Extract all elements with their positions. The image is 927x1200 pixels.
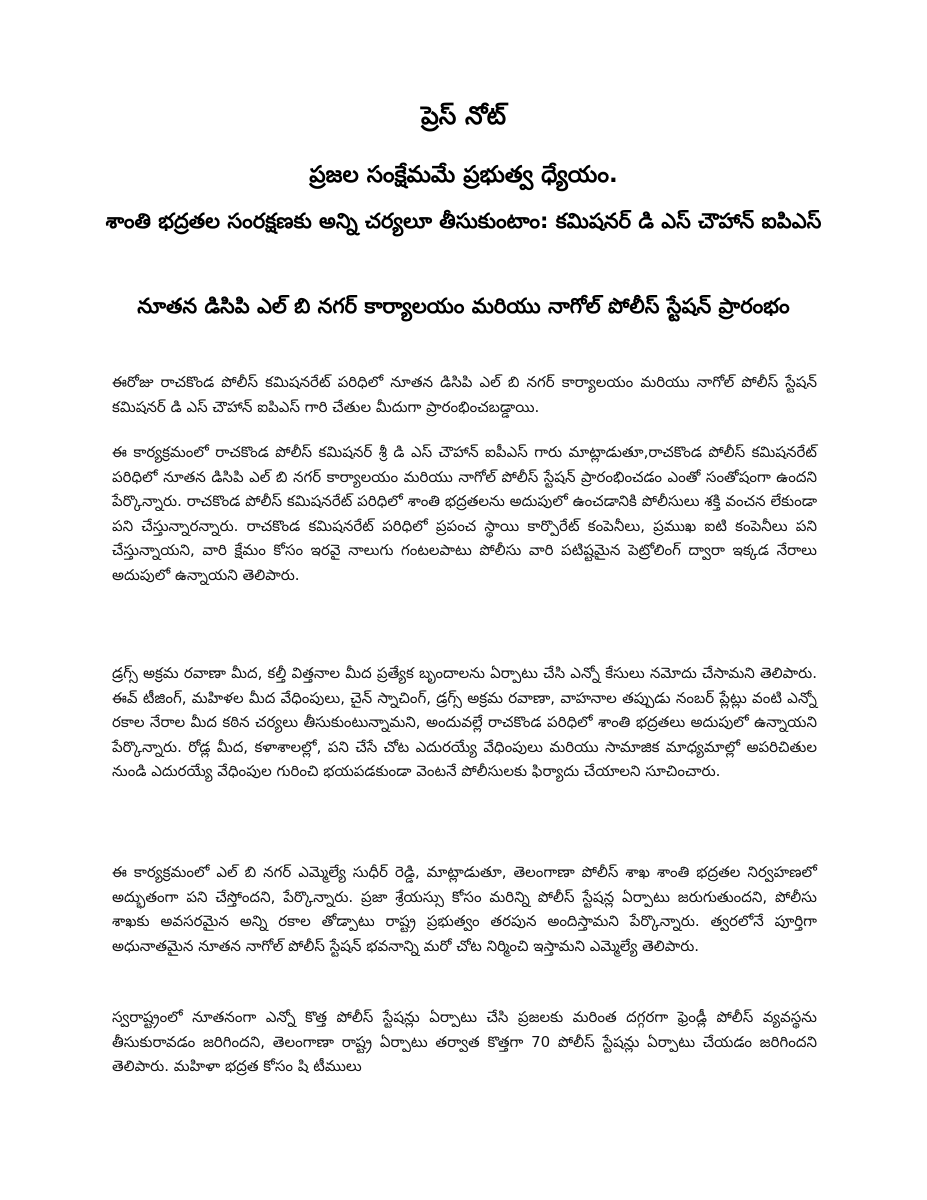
- page-title: ప్రెస్ నోట్: [420, 101, 506, 130]
- paragraph-crime-measures: డ్రగ్స్ అక్రమ రవాణా మీద, కల్తీ విత్తనాల మీద ప్రత్యేక బృందాలను ఏర్పాటు చేసి ఎన్నో కేసులు నమోదు చేసామని తెలిపారు. ఈవ్ టీజింగ్, మహిళల మీద వేధింపులు, చైన్ స్నాచింగ్, డ్రగ్స్ అక్రమ రవాణా, వాహనాల తప్పుడు నంబర్ ప్లేట్లు వంటి ఎన్నో రకాల నేరాల మీద కఠిన చర్యలు తీసుకుంటున్నామని, అందువల్లే రాచకొండ పరిధిలో శాంతి భద్రతలు అదుపులో ఉన్నాయని పేర్కొన్నారు. రోడ్ల మీద, కళాశాలల్లో, పని చేసే చోట ఎదురయ్యే వేధింపులు మరియు సామాజిక మాధ్యమాల్లో అపరిచితుల నుండి ఎదురయ్యే వేధింపుల గురించి భయపడకుండా వెంటనే పోలీసులకు ఫిర్యాదు చేయాలని సూచించారు.: [112, 664, 817, 781]
- paragraph-new-stations: స్వరాష్ట్రంలో నూతనంగా ఎన్నో కొత్త పోలీస్ స్టేషన్లు ఏర్పాటు చేసి ప్రజలకు మరింత దగ్గరగా ఫ్రెండ్లీ పోలీస్ వ్యవస్థను తీసుకురావడం జరిగిందని, తెలంగాణా రాష్ట్ర ఏర్పాటు తర్వాత కొత్తగా 70 పోలీస్ స్టేషన్లు ఏర్పాటు చేయడం జరిగిందని తెలిపారు. మహిళా భద్రత కోసం షి టీములు: [112, 1008, 817, 1076]
- subtitle: ప్రజల సంక్షేమమే ప్రభుత్వ ధ్యేయం.: [309, 162, 618, 188]
- paragraph-mla-remarks: ఈ కార్యక్రమంలో ఎల్ బి నగర్ ఎమ్మెల్యే సుధీర్ రెడ్డి, మాట్లాడుతూ, తెలంగాణా పోలీస్ శాఖ శాంతి భద్రతల నిర్వహణలో అద్భుతంగా పని చేస్తోందని, పేర్కొన్నారు. ప్రజా శ్రేయస్సు కోసం మరిన్ని పోలీస్ స్టేషన్ల ఏర్పాటు జరుగుతుందని, పోలీసు శాఖకు అవసరమైన అన్ని రకాల తోడ్పాటు రాష్ట్ర ప్రభుత్వం తరపున అందిస్తామని పేర్కొన్నారు. త్వరలోనే పూర్తిగా అధునాతమైన నూతన నాగోల్ పోలీస్ స్టేషన్ భవనాన్ని మరో చోట నిర్మించి ఇస్తామని ఎమ్మెల్యే తెలిపారు.: [112, 863, 817, 955]
- paragraph-intro: ఈరోజు రాచకొండ పోలీస్ కమిషనరేట్ పరిధిలో నూతన డిసిపి ఎల్ బి నగర్ కార్యాలయం మరియు నాగోల్ పోలీస్ స్టేషన్ కమిషనర్ డి ఎస్ చౌహాన్ ఐపిఎస్ గారి చేతుల మీదుగా ప్రారంభించబడ్డాయి.: [112, 373, 817, 416]
- paragraph-commissioner-remarks: ఈ కార్యక్రమంలో రాచకొండ పోలీస్ కమిషనర్ శ్రీ డి ఎస్ చౌహాన్ ఐపీఎస్ గారు మాట్లాడుతూ,రాచకొండ పోలీస్ కమిషనరేట్ పరిధిలో నూతన డిసిపి ఎల్ బి నగర్ కార్యాలయం మరియు నాగోల్ పోలీస్ స్టేషన్ ప్రారంభించడం ఎంతో సంతోషంగా ఉందని పేర్కొన్నారు. రాచకొండ పోలీస్ కమిషనరేట్ పరిధిలో శాంతి భద్రతలను అదుపులో ఉంచడానికి పోలీసులు శక్తి వంచన లేకుండా పని చేస్తున్నారన్నారు. రాచకొండ కమిషనరేట్ పరిధిలో ప్రపంచ స్థాయి కార్పొరేట్ కంపెనీలు, ప్రముఖ ఐటి కంపెనీలు పని చేస్తున్నాయని, వారి క్షేమం కోసం ఇరవై నాలుగు గంటలపాటు పోలీసు వారి పటిష్టమైన పెట్రోలింగ్ ద్వారా ఇక్కడ నేరాలు అదుపులో ఉన్నాయని తెలిపారు.: [112, 443, 817, 584]
- headline-opening: నూతన డిసిపి ఎల్ బి నగర్ కార్యాలయం మరియు నాగోల్ పోలీస్ స్టేషన్ ప్రారంభం: [137, 294, 790, 318]
- headline-commissioner: శాంతి భద్రతల సంరక్షణకు అన్ని చర్యలూ తీసుకుంటాం: కమిషనర్ డి ఎస్ చౌహాన్ ఐపిఎస్: [105, 209, 822, 233]
